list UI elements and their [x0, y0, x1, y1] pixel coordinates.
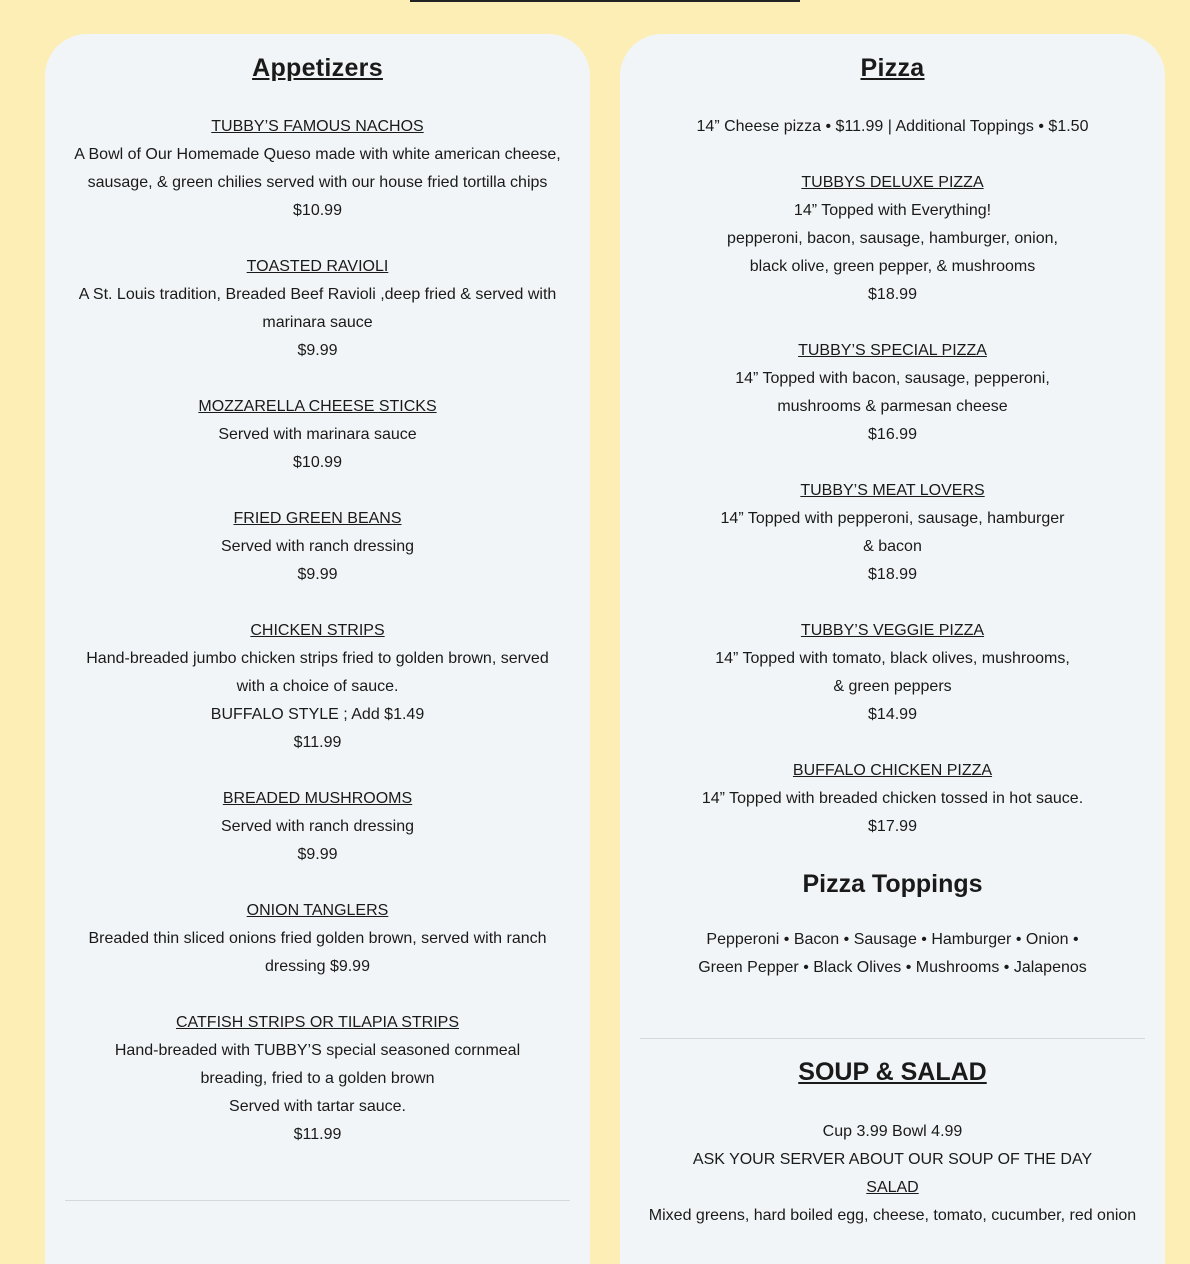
- pizza-item-price: $18.99: [868, 566, 917, 583]
- pizza-item-description: & green peppers: [833, 678, 952, 695]
- appetizer-item-description: A Bowl of Our Homemade Queso made with white american cheese,: [74, 146, 561, 163]
- appetizer-item-description: Served with ranch dressing: [221, 538, 414, 555]
- pizza-item-description: & bacon: [863, 538, 922, 555]
- toppings-line-1: Pepperoni • Bacon • Sausage • Hamburger • Onion •: [706, 931, 1079, 948]
- appetizer-item-description: Served with tartar sauce.: [229, 1098, 406, 1115]
- pizza-list: [620, 113, 1165, 869]
- pizza-item-description: black olive, green pepper, & mushrooms: [749, 258, 1036, 275]
- appetizer-item: [45, 617, 590, 757]
- pizza-item-description: 14” Topped with tomato, black olives, mushrooms,: [715, 650, 1070, 667]
- pizza-item: [620, 617, 1165, 729]
- appetizer-item-description: Served with marinara sauce: [218, 426, 417, 443]
- pizza-item-description: 14” Topped with Everything!: [793, 202, 992, 219]
- appetizer-item: [45, 393, 590, 477]
- soup-of-day-line: ASK YOUR SERVER ABOUT OUR SOUP OF THE DAY: [692, 1151, 1093, 1168]
- appetizer-item-description: Served with ranch dressing: [221, 818, 414, 835]
- appetizer-item-description: dressing $9.99: [265, 958, 370, 975]
- soup-salad-section: [620, 1060, 1165, 1230]
- appetizer-item-description: Breaded thin sliced onions fried golden brown, served with ranch: [88, 930, 547, 947]
- appetizer-item-name: MOZZARELLA CHEESE STICKS: [198, 398, 437, 415]
- toppings-section: [620, 872, 1165, 982]
- appetizer-item-description: marinara sauce: [262, 314, 373, 331]
- pizza-item: [620, 757, 1165, 841]
- appetizer-item-name: TUBBY’S FAMOUS NACHOS: [211, 118, 424, 135]
- appetizer-item-description: A St. Louis tradition, Breaded Beef Ravioli ,deep fried & served with: [78, 286, 557, 303]
- pizza-item-description: 14” Topped with breaded chicken tossed in hot sauce.: [701, 790, 1084, 807]
- appetizer-item-price: $11.99: [293, 1126, 342, 1143]
- pizza-item-name: BUFFALO CHICKEN PIZZA: [792, 762, 993, 779]
- pizza-item-description: 14” Topped with bacon, sausage, pepperoni,: [735, 370, 1050, 387]
- soup-salad-title: SOUP & SALAD: [798, 1058, 987, 1086]
- appetizer-item-name: CATFISH STRIPS OR TILAPIA STRIPS: [175, 1014, 460, 1031]
- toppings-line-2: Green Pepper • Black Olives • Mushrooms • Jalapenos: [698, 959, 1087, 976]
- appetizer-item-name: BREADED MUSHROOMS: [222, 790, 413, 807]
- pizza-item-name: TUBBY’S SPECIAL PIZZA: [798, 342, 987, 359]
- pizza-divider: [640, 1038, 1145, 1039]
- pizza-item-name: TUBBY’S MEAT LOVERS: [800, 482, 985, 499]
- appetizers-list: [45, 113, 590, 1177]
- appetizer-item: [45, 785, 590, 869]
- appetizer-item: [45, 253, 590, 365]
- pizza-item-name: TUBBYS DELUXE PIZZA: [801, 174, 984, 191]
- pizza-intro: 14” Cheese pizza • $11.99 | Additional Toppings • $1.50: [696, 118, 1089, 135]
- appetizer-item-description: breading, fried to a golden brown: [200, 1070, 435, 1087]
- pizza-item-description: pepperoni, bacon, sausage, hamburger, onion,: [727, 230, 1058, 247]
- appetizers-divider: [65, 1200, 570, 1201]
- pizza-item: [620, 169, 1165, 309]
- pizza-title: Pizza: [860, 54, 925, 82]
- appetizer-item-price: $10.99: [293, 454, 342, 471]
- appetizer-item-price: $10.99: [293, 202, 342, 219]
- salad-description: Mixed greens, hard boiled egg, cheese, tomato, cucumber, red onion: [648, 1207, 1137, 1224]
- appetizer-item: [45, 113, 590, 225]
- pizza-item-price: $17.99: [868, 818, 917, 835]
- pizza-item: [620, 337, 1165, 449]
- appetizer-item-price: $9.99: [297, 342, 338, 359]
- appetizer-item-description: with a choice of sauce.: [236, 678, 399, 695]
- appetizer-item-price: $9.99: [297, 566, 338, 583]
- appetizer-item: [45, 1009, 590, 1149]
- toppings-title: Pizza Toppings: [802, 870, 983, 898]
- pizza-item-name: TUBBY’S VEGGIE PIZZA: [800, 622, 985, 639]
- pizza-card: [620, 34, 1165, 1264]
- appetizer-item: [45, 505, 590, 589]
- appetizer-item: [45, 897, 590, 981]
- top-heading-underline: [410, 0, 800, 2]
- appetizer-item-description: Hand-breaded with TUBBY’S special seasoned cornmeal: [114, 1042, 521, 1059]
- pizza-item-price: $18.99: [868, 286, 917, 303]
- pizza-item-price: $14.99: [868, 706, 917, 723]
- soup-price-line: Cup 3.99 Bowl 4.99: [822, 1123, 963, 1140]
- appetizers-title: Appetizers: [252, 54, 383, 82]
- appetizer-item-description: sausage, & green chilies served with our house fried tortilla chips: [87, 174, 548, 191]
- appetizer-item-name: TOASTED RAVIOLI: [246, 258, 389, 275]
- appetizer-item-name: CHICKEN STRIPS: [250, 622, 385, 639]
- appetizer-item-name: FRIED GREEN BEANS: [233, 510, 402, 527]
- appetizer-item-description: Hand-breaded jumbo chicken strips fried to golden brown, served: [86, 650, 549, 667]
- appetizer-item-description: BUFFALO STYLE ; Add $1.49: [210, 706, 425, 723]
- pizza-item-description: 14” Topped with pepperoni, sausage, hamburger: [720, 510, 1065, 527]
- pizza-item-price: $16.99: [868, 426, 917, 443]
- appetizer-item-price: $9.99: [297, 846, 338, 863]
- pizza-item-description: mushrooms & parmesan cheese: [777, 398, 1008, 415]
- appetizer-item-price: $11.99: [293, 734, 342, 751]
- pizza-item: [620, 477, 1165, 589]
- appetizers-card: [45, 34, 590, 1264]
- salad-label: SALAD: [866, 1179, 919, 1196]
- appetizer-item-name: ONION TANGLERS: [246, 902, 389, 919]
